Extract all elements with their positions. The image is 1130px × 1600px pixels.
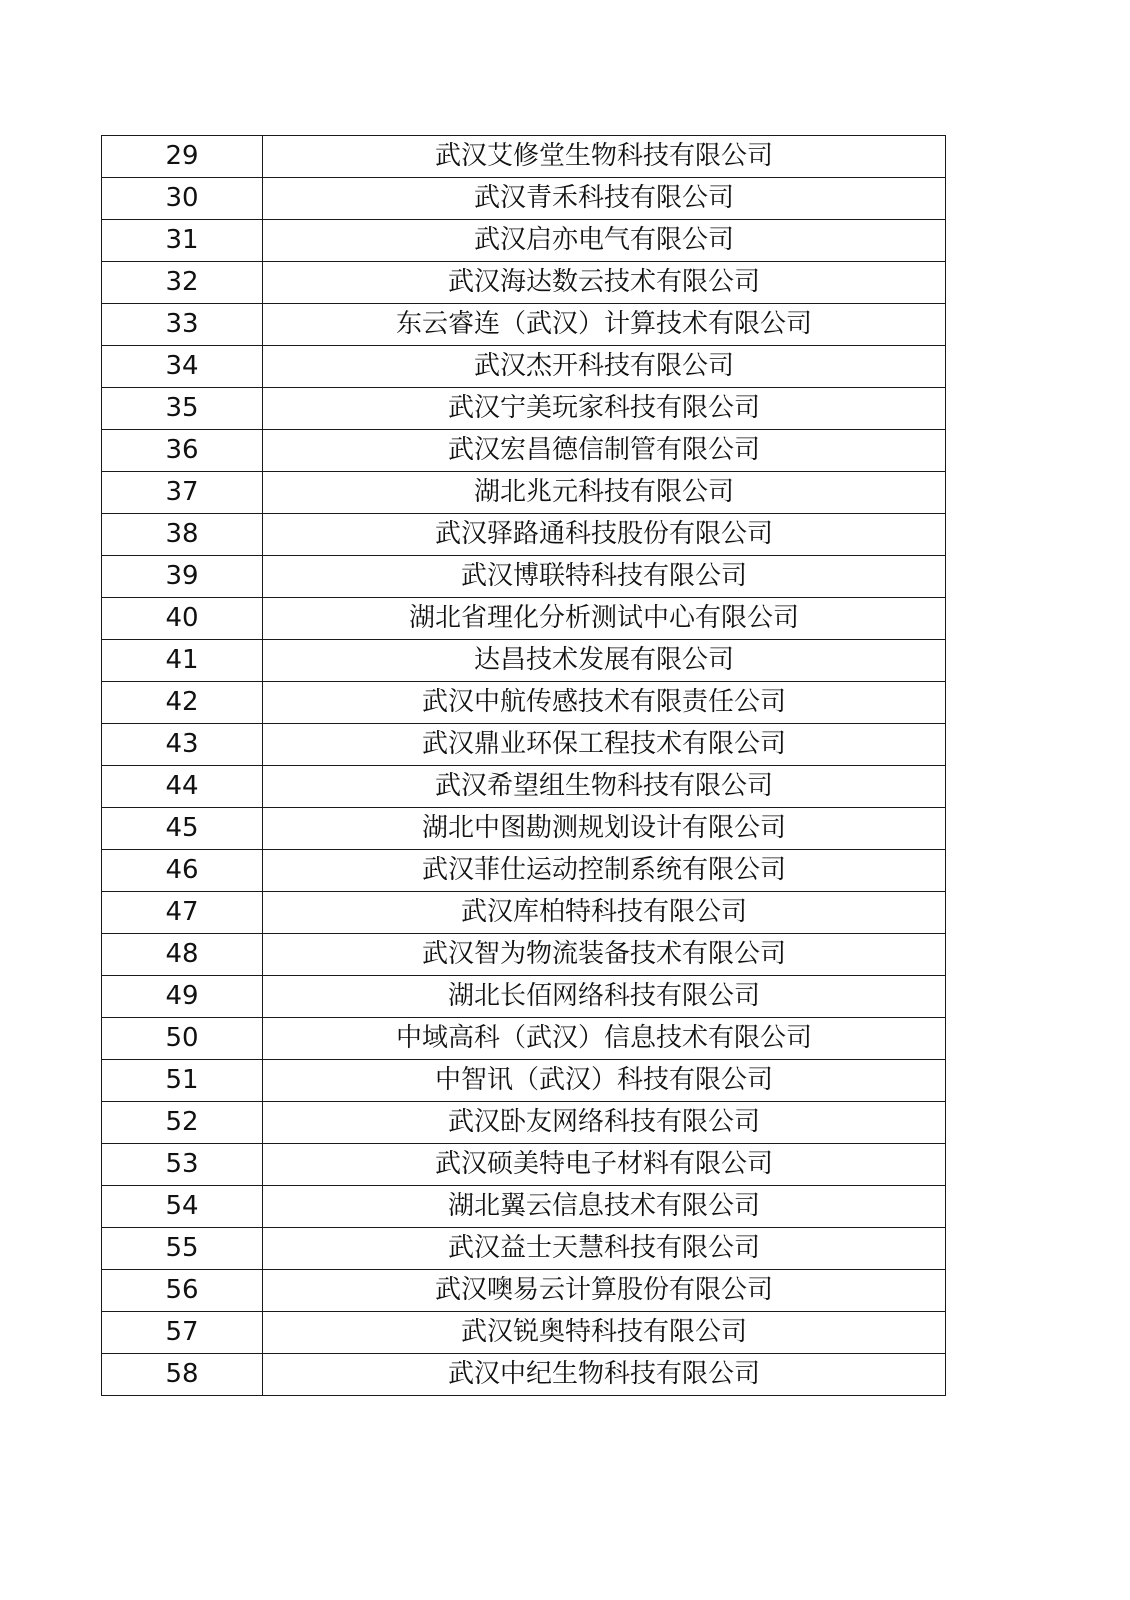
table-row [102, 724, 946, 766]
table-row [102, 1144, 946, 1186]
row-number: 52 [102, 1102, 263, 1144]
table-row [102, 598, 946, 640]
row-number: 35 [102, 388, 263, 430]
table-row [102, 388, 946, 430]
company-name: 达昌技术发展有限公司 [263, 640, 946, 682]
row-number: 40 [102, 598, 263, 640]
table-row [102, 556, 946, 598]
table-row [102, 220, 946, 262]
table-row [102, 892, 946, 934]
company-name: 武汉海达数云技术有限公司 [263, 262, 946, 304]
row-number: 47 [102, 892, 263, 934]
table-row [102, 430, 946, 472]
row-number: 49 [102, 976, 263, 1018]
table-row [102, 1102, 946, 1144]
table-row [102, 976, 946, 1018]
row-number: 45 [102, 808, 263, 850]
table-row [102, 514, 946, 556]
row-number: 57 [102, 1312, 263, 1354]
table-row [102, 682, 946, 724]
table-row [102, 304, 946, 346]
company-name: 武汉艾修堂生物科技有限公司 [263, 136, 946, 178]
company-name: 武汉鼎业环保工程技术有限公司 [263, 724, 946, 766]
company-name: 湖北省理化分析测试中心有限公司 [263, 598, 946, 640]
row-number: 39 [102, 556, 263, 598]
company-name: 武汉启亦电气有限公司 [263, 220, 946, 262]
company-name: 武汉驿路通科技股份有限公司 [263, 514, 946, 556]
company-name: 湖北兆元科技有限公司 [263, 472, 946, 514]
table-row [102, 136, 946, 178]
row-number: 54 [102, 1186, 263, 1228]
row-number: 51 [102, 1060, 263, 1102]
company-name: 东云睿连（武汉）计算技术有限公司 [263, 304, 946, 346]
row-number: 31 [102, 220, 263, 262]
company-name: 中域高科（武汉）信息技术有限公司 [263, 1018, 946, 1060]
company-name: 武汉库柏特科技有限公司 [263, 892, 946, 934]
row-number: 36 [102, 430, 263, 472]
row-number: 30 [102, 178, 263, 220]
row-number: 46 [102, 850, 263, 892]
row-number: 58 [102, 1354, 263, 1396]
table-row [102, 1270, 946, 1312]
company-name: 武汉希望组生物科技有限公司 [263, 766, 946, 808]
table-row [102, 1312, 946, 1354]
row-number: 29 [102, 136, 263, 178]
row-number: 32 [102, 262, 263, 304]
company-name: 中智讯（武汉）科技有限公司 [263, 1060, 946, 1102]
row-number: 50 [102, 1018, 263, 1060]
company-name: 湖北翼云信息技术有限公司 [263, 1186, 946, 1228]
table-row [102, 472, 946, 514]
company-name: 武汉青禾科技有限公司 [263, 178, 946, 220]
row-number: 44 [102, 766, 263, 808]
row-number: 38 [102, 514, 263, 556]
table-row [102, 1186, 946, 1228]
row-number: 42 [102, 682, 263, 724]
company-name: 武汉宁美玩家科技有限公司 [263, 388, 946, 430]
company-name: 武汉中航传感技术有限责任公司 [263, 682, 946, 724]
table-row [102, 766, 946, 808]
company-name: 武汉卧友网络科技有限公司 [263, 1102, 946, 1144]
company-name: 武汉中纪生物科技有限公司 [263, 1354, 946, 1396]
company-name: 武汉智为物流装备技术有限公司 [263, 934, 946, 976]
table-row [102, 1354, 946, 1396]
company-name: 武汉益士天慧科技有限公司 [263, 1228, 946, 1270]
row-number: 33 [102, 304, 263, 346]
table-row [102, 262, 946, 304]
table-row [102, 640, 946, 682]
company-name: 武汉菲仕运动控制系统有限公司 [263, 850, 946, 892]
table-row [102, 808, 946, 850]
company-name: 武汉噢易云计算股份有限公司 [263, 1270, 946, 1312]
row-number: 34 [102, 346, 263, 388]
row-number: 53 [102, 1144, 263, 1186]
table-body [102, 136, 946, 1396]
row-number: 48 [102, 934, 263, 976]
row-number: 56 [102, 1270, 263, 1312]
table-row [102, 934, 946, 976]
row-number: 55 [102, 1228, 263, 1270]
company-list-table [101, 135, 946, 1396]
company-name: 武汉硕美特电子材料有限公司 [263, 1144, 946, 1186]
table-row [102, 1018, 946, 1060]
table-row [102, 178, 946, 220]
company-name: 武汉博联特科技有限公司 [263, 556, 946, 598]
company-name: 武汉锐奥特科技有限公司 [263, 1312, 946, 1354]
company-name: 湖北长佰网络科技有限公司 [263, 976, 946, 1018]
table-row [102, 1228, 946, 1270]
row-number: 37 [102, 472, 263, 514]
company-name: 武汉宏昌德信制管有限公司 [263, 430, 946, 472]
table-row [102, 850, 946, 892]
table-row [102, 1060, 946, 1102]
row-number: 43 [102, 724, 263, 766]
company-name: 武汉杰开科技有限公司 [263, 346, 946, 388]
row-number: 41 [102, 640, 263, 682]
table-row [102, 346, 946, 388]
company-name: 湖北中图勘测规划设计有限公司 [263, 808, 946, 850]
